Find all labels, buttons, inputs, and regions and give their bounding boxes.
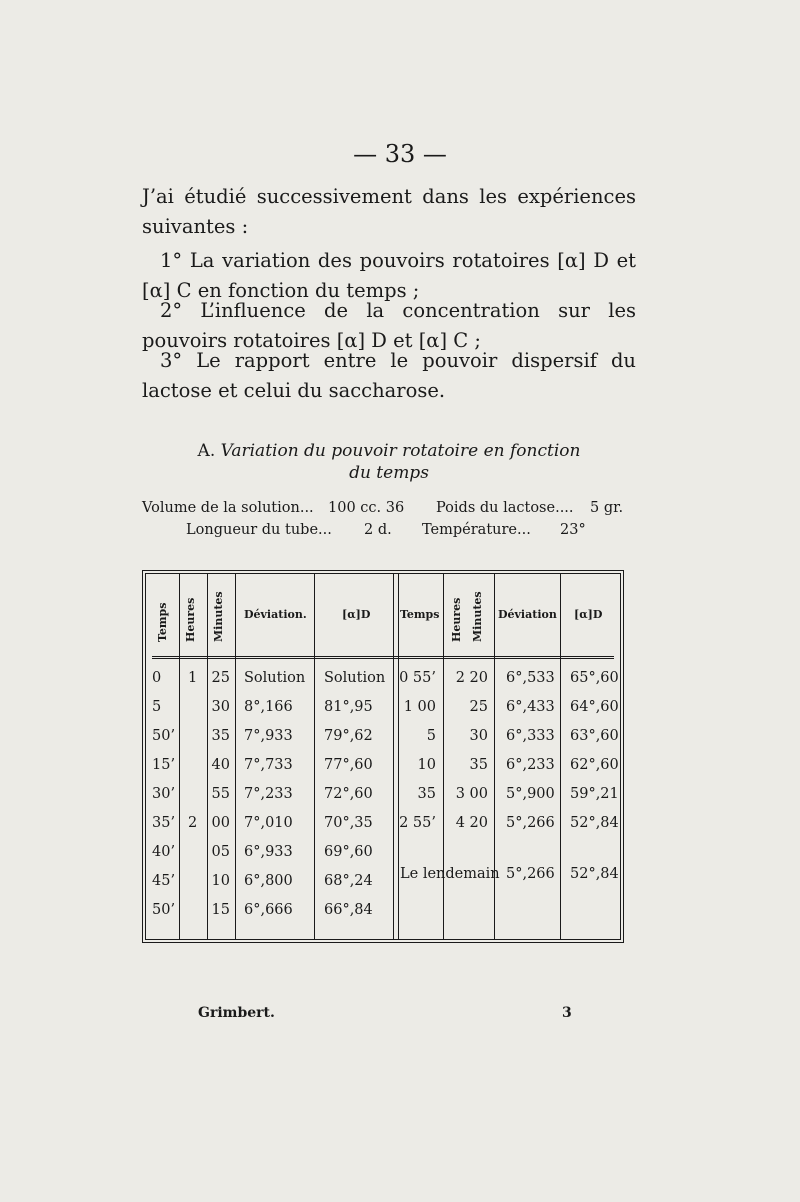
cell-temps: 50’	[152, 728, 176, 744]
cell-alpha-right: 63°,60	[570, 728, 619, 744]
cell-temps: 15’	[152, 757, 176, 773]
weight-label: Poids du lactose....	[436, 500, 574, 516]
header-minutes-right: Minutes	[471, 591, 484, 642]
cell-minutes: 15	[211, 902, 230, 918]
cell-deviation-right: 6°,333	[506, 728, 555, 744]
paragraph-item-2: 2° L’influence de la concentration sur les pouvoirs rotatoires [α] D et [α] C ;	[142, 299, 636, 352]
cell-hm-right: 4 20	[455, 815, 488, 831]
lendemain-label: Le lendemain	[400, 866, 500, 882]
cell-temps-right: 35	[417, 786, 436, 802]
cell-deviation-right: 6°,433	[506, 699, 555, 715]
cell-temps: 30’	[152, 786, 176, 802]
footer-author: Grimbert.	[198, 1005, 275, 1021]
cell-hm-right: 2 20	[455, 670, 488, 686]
header-heures-right: Heures	[450, 597, 463, 642]
cell-deviation: 6°,666	[244, 902, 293, 918]
footer-signature-mark: 3	[562, 1005, 572, 1021]
cell-minutes: 25	[211, 670, 230, 686]
cell-deviation: 7°,233	[244, 786, 293, 802]
weight-value: 5 gr.	[590, 500, 624, 516]
column-rule	[443, 574, 444, 939]
cell-alpha: 66°,84	[324, 902, 373, 918]
column-rule	[235, 574, 236, 939]
section-letter: A.	[197, 441, 216, 461]
header-deviation: Déviation.	[244, 608, 307, 621]
header-minutes: Minutes	[212, 591, 225, 642]
column-rule	[207, 574, 208, 939]
paragraph-intro: J’ai étudié successivement dans les expériences suivantes :	[142, 185, 636, 238]
cell-alpha-right: 64°,60	[570, 699, 619, 715]
column-rule	[494, 574, 495, 939]
cell-alpha: 70°,35	[324, 815, 373, 831]
cell-alpha: Solution	[324, 670, 386, 686]
cell-temps: 50’	[152, 902, 176, 918]
cell-temps: 40’	[152, 844, 176, 860]
cell-minutes: 40	[211, 757, 230, 773]
lendemain-alpha: 52°,84	[570, 866, 619, 882]
column-rule	[314, 574, 315, 939]
header-alpha-right: [α]D	[574, 608, 603, 621]
cell-deviation-right: 5°,266	[506, 815, 555, 831]
lendemain-deviation: 5°,266	[506, 866, 555, 882]
cell-temps-right: 2 55’	[399, 815, 436, 831]
cell-deviation-right: 6°,533	[506, 670, 555, 686]
cell-alpha: 81°,95	[324, 699, 373, 715]
cell-alpha: 69°,60	[324, 844, 373, 860]
cell-hm-right: 30	[469, 728, 488, 744]
cell-hm-right: 35	[469, 757, 488, 773]
cell-deviation-right: 5°,900	[506, 786, 555, 802]
cell-hm-right: 25	[469, 699, 488, 715]
column-rule-double	[393, 574, 399, 939]
cell-temps-right: 1 00	[403, 699, 436, 715]
paragraph-item-3: 3° Le rapport entre le pouvoir dispersif du lactose et celui du saccharose.	[142, 349, 636, 402]
header-heures: Heures	[184, 597, 197, 642]
cell-deviation: 6°,800	[244, 873, 293, 889]
volume-label: Volume de la solution...	[142, 500, 314, 516]
column-rule	[560, 574, 561, 939]
cell-deviation-right: 6°,233	[506, 757, 555, 773]
cell-temps-right: 10	[417, 757, 436, 773]
measurements-table	[142, 570, 624, 943]
section-title-line1: Variation du pouvoir rotatoire en fonction	[220, 441, 581, 461]
column-rule	[179, 574, 180, 939]
cell-minutes: 30	[211, 699, 230, 715]
cell-alpha: 68°,24	[324, 873, 373, 889]
cell-hm-right: 3 00	[455, 786, 488, 802]
cell-temps: 5	[152, 699, 162, 715]
cell-minutes: 05	[211, 844, 230, 860]
cell-alpha: 77°,60	[324, 757, 373, 773]
cell-deviation: Solution	[244, 670, 306, 686]
temperature-value: 23°	[560, 522, 586, 538]
length-label: Longueur du tube...	[186, 522, 332, 538]
cell-alpha-right: 65°,60	[570, 670, 619, 686]
cell-deviation: 7°,933	[244, 728, 293, 744]
cell-temps: 45’	[152, 873, 176, 889]
cell-deviation: 7°,010	[244, 815, 293, 831]
cell-deviation: 8°,166	[244, 699, 293, 715]
cell-temps: 35’	[152, 815, 176, 831]
cell-alpha-right: 52°,84	[570, 815, 619, 831]
section-title	[142, 440, 636, 484]
section-title-line2: du temps	[349, 463, 429, 483]
cell-alpha-right: 59°,21	[570, 786, 619, 802]
cell-heures: 1	[188, 670, 198, 686]
cell-minutes: 10	[211, 873, 230, 889]
cell-heures: 2	[188, 815, 198, 831]
cell-alpha: 79°,62	[324, 728, 373, 744]
header-temps: Temps	[156, 602, 169, 642]
header-alpha: [α]D	[342, 608, 371, 621]
page-number: — 33 —	[353, 140, 447, 168]
temperature-label: Température...	[422, 522, 531, 538]
cell-temps-right: 5	[426, 728, 436, 744]
cell-alpha: 72°,60	[324, 786, 373, 802]
cell-temps-right: 0 55’	[399, 670, 436, 686]
length-value: 2 d.	[364, 522, 392, 538]
cell-deviation: 7°,733	[244, 757, 293, 773]
cell-deviation: 6°,933	[244, 844, 293, 860]
paragraph-item-1: 1° La variation des pouvoirs rotatoires [α] D et [α] C en fonction du temps ;	[142, 249, 636, 302]
cell-alpha-right: 62°,60	[570, 757, 619, 773]
cell-minutes: 55	[211, 786, 230, 802]
cell-minutes: 00	[211, 815, 230, 831]
header-separator	[152, 656, 614, 659]
cell-temps: 0	[152, 670, 162, 686]
header-temps-right: Temps	[400, 608, 440, 621]
volume-value: 100 cc. 36	[328, 500, 405, 516]
header-deviation-right: Déviation	[498, 608, 557, 621]
cell-minutes: 35	[211, 728, 230, 744]
